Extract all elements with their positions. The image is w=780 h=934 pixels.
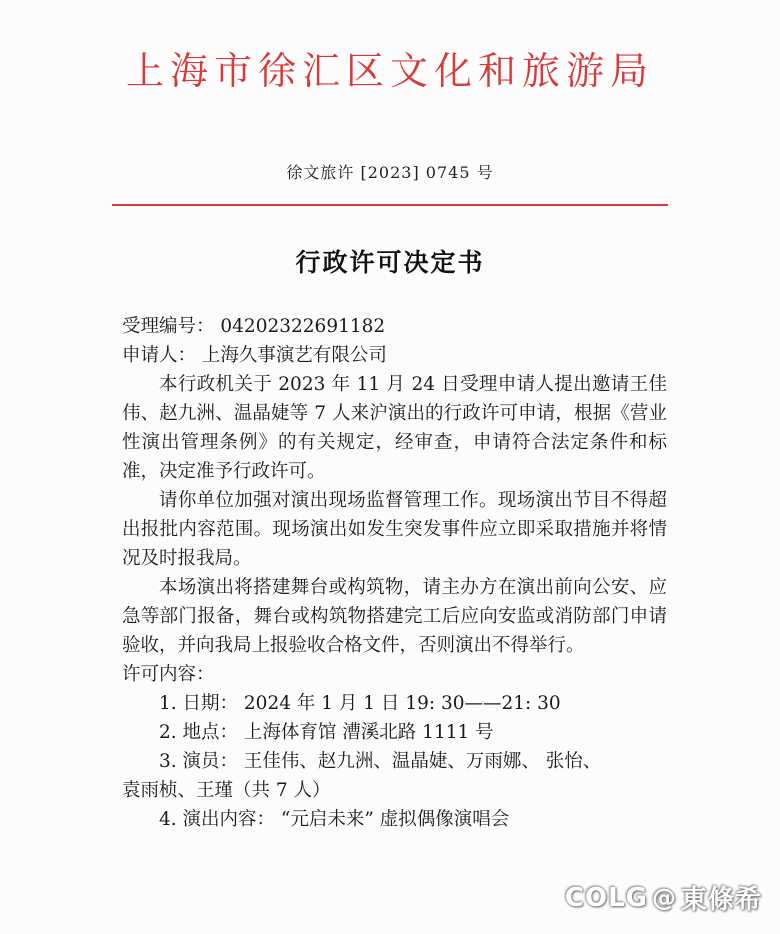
permit-heading: 许可内容： (122, 664, 215, 685)
permit-item-content: 4. 演出内容： “元启未来” 虚拟偶像演唱会 (159, 809, 510, 830)
paragraph-stage-requirements: 本场演出将搭建舞台或构筑物，请主办方在演出前向公安、应急等部门报备，舞台或构筑物搭建完工后应向安监或消防部门申请验收，并向我局上报验收合格文件，否则演出不得举行。 (122, 577, 667, 656)
agency-header: 上海市徐汇区文化和旅游局 (125, 49, 654, 93)
document-title: 行政许可决定书 (295, 248, 485, 277)
acceptance-number: 受理编号： 04202322691182 (122, 316, 386, 337)
permit-item-date: 1. 日期： 2024 年 1 月 1 日 19: 30——21: 30 (159, 693, 561, 714)
paragraph-approval: 本行政机关于 2023 年 11 月 24 日受理申请人提出邀请王佳伟、赵九洲、温晶婕等 7 人来沪演出的行政许可申请，根据《营业性演出管理条例》的有关规定，经审查，申请符合法定条件和标准，决定准予行政许可。 (122, 374, 667, 482)
permit-item-performers-continued: 袁雨桢、王瑾（共 7 人） (122, 780, 331, 801)
permit-item-venue: 2. 地点： 上海体育馆 漕溪北路 1111 号 (159, 722, 494, 743)
permit-item-performers: 3. 演员： 王佳伟、赵九洲、温晶婕、万雨娜、 张怡、 (159, 751, 602, 772)
watermark-brand: COLG (564, 882, 648, 913)
applicant: 申请人： 上海久事演艺有限公司 (122, 345, 387, 366)
watermark-author: 東條希 (680, 885, 762, 915)
document-body (122, 312, 667, 834)
red-divider-line (112, 204, 668, 206)
at-icon: @ (651, 883, 677, 912)
paragraph-supervision: 请你单位加强对演出现场监督管理工作。现场演出节目不得超出报批内容范围。现场演出如发生突发事件应立即采取措施并将情况及时报我局。 (122, 490, 667, 569)
watermark (565, 879, 762, 916)
document-number: 徐文旅许 [2023] 0745 号 (286, 163, 494, 182)
